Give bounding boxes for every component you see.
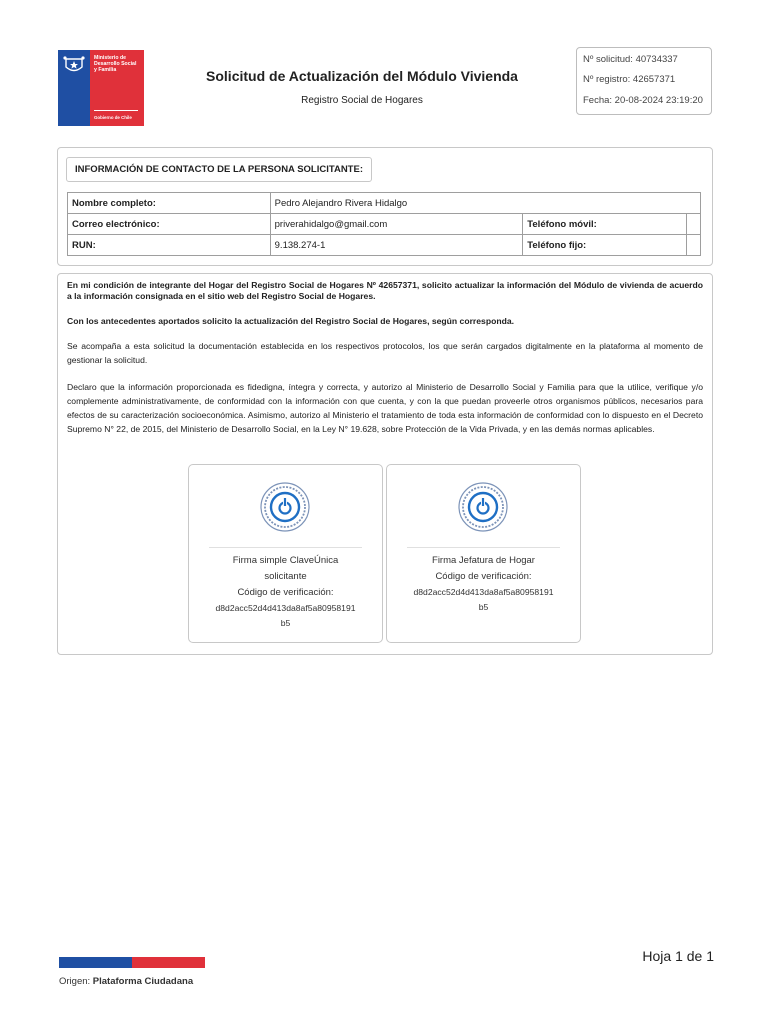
full-name-label: Nombre completo: <box>68 193 271 214</box>
page-number: Hoja 1 de 1 <box>642 948 714 964</box>
verification-code-label: Código de verificación: <box>237 587 334 598</box>
signature-role-label: solicitante <box>264 571 307 582</box>
contact-table <box>67 192 701 256</box>
run-label: RUN: <box>68 235 271 256</box>
email-value: priverahidalgo@gmail.com <box>270 214 523 235</box>
claveunica-seal-icon <box>259 481 311 533</box>
government-name: Gobierno de Chile <box>94 115 132 120</box>
footer-color-bar <box>59 957 205 968</box>
mobile-phone-value <box>687 214 701 235</box>
declaration-card <box>57 273 713 655</box>
verification-code-label: Código de verificación: <box>435 571 532 582</box>
documentation-statement: Se acompaña a esta solicitud la documentación establecida en los respectivos protocolos, los que serán cargados digitalmente en la plataforma al momento de gestionar la solicitud. <box>67 341 703 365</box>
mobile-phone-label: Teléfono móvil: <box>523 214 687 235</box>
registry-number: Nº registro: 42657371 <box>583 74 676 85</box>
verification-code: d8d2acc52d4d413da8af5a80958191 <box>413 587 554 597</box>
signature-type-label: Firma simple ClaveÚnica <box>232 555 339 566</box>
signature-type-label: Firma Jefatura de Hogar <box>432 555 535 566</box>
request-meta-box <box>576 47 712 115</box>
update-statement: Con los antecedentes aportados solicito la actualización del Registro Social de Hogares, según corresponda. <box>67 316 514 326</box>
signature-box-applicant <box>188 464 383 643</box>
contact-section-heading: INFORMACIÓN DE CONTACTO DE LA PERSONA SOLICITANTE: <box>66 157 372 182</box>
ministry-name: Ministerio de Desarrollo Social y Familia <box>94 55 137 73</box>
landline-phone-value <box>687 235 701 256</box>
claveunica-seal-icon <box>457 481 509 533</box>
contact-info-card <box>57 147 713 266</box>
verification-code-suffix: b5 <box>280 618 291 628</box>
request-statement: En mi condición de integrante del Hogar del Registro Social de Hogares Nº 42657371, solicito actualizar la información del Módulo de vivienda de acuerdo a la información consignada en el sitio web del Registro Social de Hogares. <box>67 280 703 301</box>
full-name-value: Pedro Alejandro Rivera Hidalgo <box>270 193 700 214</box>
signature-box-household-head <box>386 464 581 643</box>
table-row <box>68 214 701 235</box>
authorization-statement: Declaro que la información proporcionada es fidedigna, íntegra y correcta, y autorizo al Ministerio de Desarrollo Social y Familia para que la utilice, verifique y/o complemente administrativamente, de conformidad con la información con que cuenta, y con la que puedan proveerle otros organismos públicos, necesarios para efectos de su caracterización socioeconómica. Asimismo, autorizo al Ministerio el tratamiento de toda esta información de conformidad con lo dispuesto en el Decreto Supremo N° 22, de 2015, del Ministerio de Desarrollo Social, en la Ley N° 19.628, sobre Protección de la Vida Privada, y en las demás normas aplicables. <box>67 382 703 434</box>
request-date: Fecha: 20-08-2024 23:19:20 <box>583 95 703 106</box>
coat-of-arms-icon <box>62 55 86 75</box>
document-subtitle: Registro Social de Hogares <box>301 95 423 106</box>
table-row <box>68 193 701 214</box>
landline-phone-label: Teléfono fijo: <box>523 235 687 256</box>
verification-code-suffix: b5 <box>478 602 489 612</box>
origin-line <box>59 976 193 987</box>
document-title: Solicitud de Actualización del Módulo Vivienda <box>206 68 518 84</box>
origin-label: Origen: <box>59 976 91 987</box>
table-row <box>68 235 701 256</box>
email-label: Correo electrónico: <box>68 214 271 235</box>
run-value: 9.138.274-1 <box>270 235 523 256</box>
verification-code: d8d2acc52d4d413da8af5a80958191 <box>215 603 356 613</box>
ministry-logo <box>58 50 144 126</box>
origin-value: Plataforma Ciudadana <box>92 976 194 987</box>
request-number: Nº solicitud: 40734337 <box>583 54 678 65</box>
